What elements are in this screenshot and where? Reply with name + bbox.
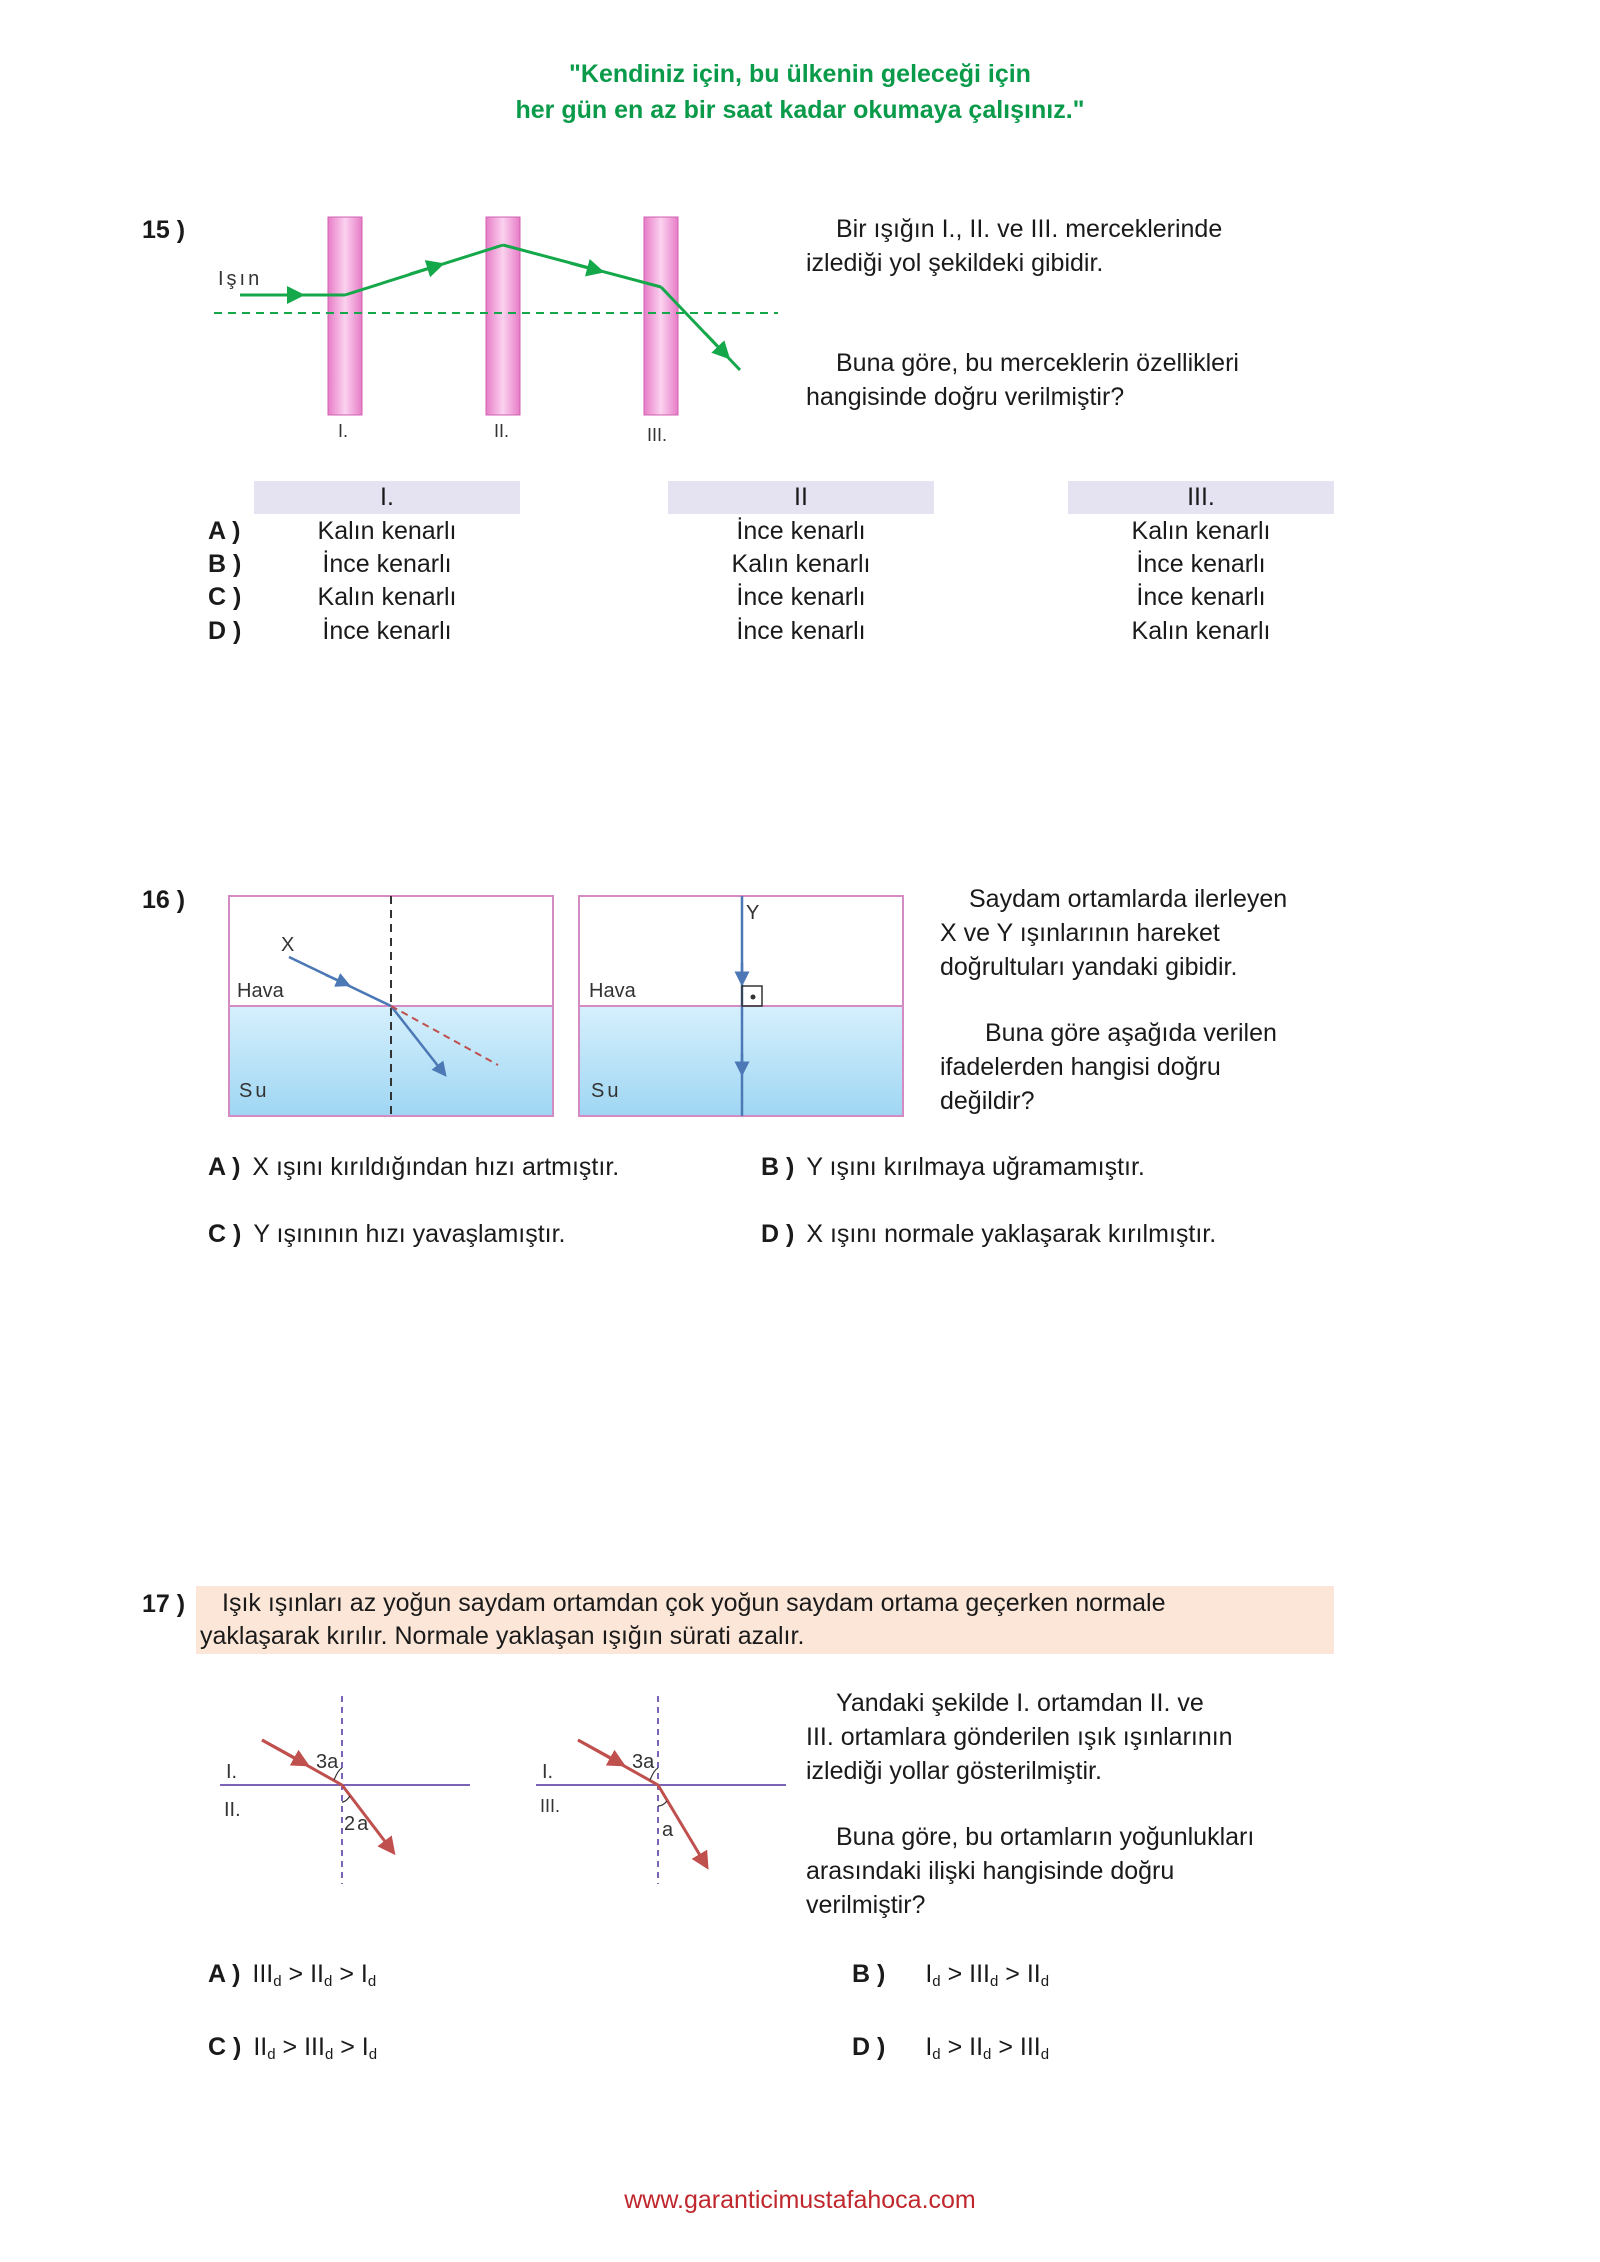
operator: > (339, 1960, 354, 1988)
ray-label: Işın (218, 268, 263, 290)
q17-text-5: arasındaki ilişki hangisinde doğru (806, 1857, 1175, 1885)
q15-text-3: Buna göre, bu merceklerin özellikleri (836, 349, 1239, 377)
refracted-angle-right: a (662, 1819, 674, 1841)
footer-website-link[interactable]: www.garanticimustafahoca.com (624, 2186, 976, 2214)
refracted-angle-arc-left (342, 1796, 350, 1802)
q17-option-c-letter: C ) (208, 2033, 242, 2061)
incident-arrow-right (578, 1740, 618, 1762)
term: III (304, 2033, 325, 2061)
operator: > (1005, 1960, 1020, 1988)
q16-text-4: Buna göre aşağıda verilen (985, 1019, 1277, 1047)
q16-option-d[interactable] (761, 1220, 1216, 1249)
q16-text-5: ifadelerden hangisi doğru (940, 1053, 1221, 1081)
q15-option-letter-d[interactable]: D ) (208, 617, 242, 645)
term: I (925, 1960, 933, 1988)
y-label: Y (746, 902, 760, 924)
incident-angle-right: 3a (632, 1751, 655, 1773)
question-15-number: 15 ) (142, 216, 186, 244)
q17-option-d[interactable] (852, 2033, 1049, 2063)
q16-option-b-text: Y ışını kırılmaya uğramamıştır. (806, 1153, 1145, 1181)
subscript: d (273, 1973, 282, 1990)
q15-c-cell-2: İnce kenarlı (736, 583, 866, 611)
table-header-1: I. (254, 481, 520, 514)
term: III (969, 1960, 990, 1988)
q16-text-6: değildir? (940, 1087, 1035, 1115)
q15-d-cell-1: İnce kenarlı (322, 617, 452, 645)
ray-arrow-2 (410, 266, 436, 274)
ray-arrow-4 (705, 333, 724, 353)
q15-option-letter-c[interactable]: C ) (208, 583, 242, 611)
operator: > (282, 2033, 298, 2061)
q15-text-2: izlediği yol şekildeki gibidir. (806, 249, 1104, 277)
q15-text-1: Bir ışığın I., II. ve III. merceklerinde (836, 215, 1223, 243)
q17-text-3: izlediği yollar gösterilmiştir. (806, 1757, 1102, 1785)
lens-1-label: I. (338, 421, 349, 441)
term: II (253, 2033, 268, 2061)
term: I (361, 2033, 369, 2061)
q17-info-2: yaklaşarak kırılır. Normale yaklaşan ışığın sürati azalır. (200, 1622, 805, 1650)
q16-text-3: doğrultuları yandaki gibidir. (940, 953, 1238, 981)
water-label-right: Su (591, 1080, 622, 1102)
q17-option-a[interactable] (208, 1960, 376, 1990)
lens-2-label: II. (494, 421, 510, 441)
motto-line-1: "Kendiniz için, bu ülkenin geleceği için (569, 60, 1031, 88)
term: II (310, 1960, 325, 1988)
motto-line-2: her gün en az bir saat kadar okumaya çalışınız." (515, 96, 1085, 124)
q15-a-cell-1: Kalın kenarlı (317, 517, 457, 545)
lens-1 (328, 217, 362, 415)
q16-option-c[interactable] (208, 1220, 566, 1249)
q15-text-4: hangisinde doğru verilmiştir? (806, 383, 1125, 411)
q15-option-letter-a[interactable]: A ) (208, 517, 241, 545)
q16-option-b[interactable] (761, 1153, 1145, 1182)
subscript: d (983, 2046, 992, 2063)
air-label-right: Hava (589, 980, 636, 1002)
medium-II-label: II. (224, 1799, 241, 1821)
q16-option-c-letter: C ) (208, 1220, 242, 1248)
subscript: d (932, 2046, 941, 2063)
q15-a-cell-2: İnce kenarlı (736, 517, 866, 545)
q15-option-letter-b[interactable]: B ) (208, 550, 242, 578)
table-header-2: II (668, 481, 934, 514)
q15-a-cell-3: Kalın kenarlı (1131, 517, 1271, 545)
q16-refraction-figure (226, 893, 908, 1123)
q17-text-4: Buna göre, bu ortamların yoğunlukları (836, 1823, 1255, 1851)
q15-b-cell-3: İnce kenarlı (1136, 550, 1266, 578)
q15-c-cell-3: İnce kenarlı (1136, 583, 1266, 611)
term: I (360, 1960, 368, 1988)
incident-arrow-left (262, 1740, 302, 1762)
q15-d-cell-2: İnce kenarlı (736, 617, 866, 645)
q15-lens-figure (200, 205, 800, 455)
subscript: d (367, 1973, 377, 1990)
q17-option-d-letter: D ) (852, 2033, 886, 2061)
medium-III-label: III. (540, 1796, 561, 1816)
q16-option-c-text: Y ışınının hızı yavaşlamıştır. (253, 1220, 566, 1248)
term: III (1019, 2033, 1041, 2061)
operator: > (340, 2033, 355, 2061)
subscript: d (989, 1973, 999, 1990)
q15-b-cell-1: İnce kenarlı (322, 550, 452, 578)
q17-density-figure (210, 1684, 800, 1896)
x-incident-arrow (326, 975, 344, 983)
term: III (252, 1960, 274, 1988)
operator: > (288, 1960, 304, 1988)
q17-info-box (196, 1586, 1334, 1654)
refracted-angle-arc-right (658, 1801, 667, 1806)
q16-option-d-letter: D ) (761, 1220, 795, 1248)
q16-option-a-letter: A ) (208, 1153, 241, 1181)
medium-I-label-left: I. (226, 1761, 238, 1783)
subscript: d (267, 2046, 276, 2063)
q17-text-1: Yandaki şekilde I. ortamdan II. ve (836, 1689, 1204, 1717)
subscript: d (324, 2046, 334, 2063)
water-label-left: Su (239, 1080, 270, 1102)
subscript: d (324, 1973, 333, 1990)
operator: > (947, 2033, 963, 2061)
q16-option-a[interactable] (208, 1153, 619, 1182)
q15-b-cell-2: Kalın kenarlı (731, 550, 871, 578)
right-angle-dot (751, 995, 756, 1000)
incident-angle-left: 3a (316, 1751, 339, 1773)
q17-option-a-letter: A ) (208, 1960, 241, 1988)
term: I (925, 2033, 933, 2061)
air-label-left: Hava (237, 980, 284, 1002)
q15-d-cell-3: Kalın kenarlı (1131, 617, 1271, 645)
question-16-number: 16 ) (142, 886, 186, 914)
q17-text-2: III. ortamlara gönderilen ışık ışınlarının (806, 1723, 1233, 1751)
q16-text-2: X ve Y ışınlarının hareket (940, 919, 1220, 947)
question-17-number: 17 ) (142, 1590, 186, 1618)
subscript: d (932, 1973, 941, 1990)
term: II (969, 2033, 984, 2061)
q17-info-1: Işık ışınları az yoğun saydam ortamdan çok yoğun saydam ortama geçerken normale (222, 1589, 1166, 1617)
subscript: d (1040, 2046, 1050, 2063)
operator: > (947, 1960, 963, 1988)
lens-3-label: III. (647, 425, 668, 445)
lens-3 (644, 217, 678, 415)
q15-c-cell-1: Kalın kenarlı (317, 583, 457, 611)
q16-option-b-letter: B ) (761, 1153, 795, 1181)
x-label: X (281, 934, 295, 956)
subscript: d (1040, 1973, 1050, 1990)
ray-arrow-3 (570, 263, 596, 270)
q16-option-a-text: X ışını kırıldığından hızı artmıştır. (252, 1153, 620, 1181)
q17-text-6: verilmiştir? (806, 1891, 926, 1919)
q17-option-b[interactable] (852, 1960, 1049, 1990)
table-header-3: III. (1068, 481, 1334, 514)
medium-I-label-right: I. (542, 1761, 554, 1783)
subscript: d (368, 2046, 378, 2063)
q16-text-1: Saydam ortamlarda ilerleyen (969, 885, 1288, 913)
q17-option-b-letter: B ) (852, 1960, 886, 1988)
refracted-angle-left: 2a (344, 1813, 371, 1835)
term: II (1026, 1960, 1041, 1988)
q16-option-d-text: X ışını normale yaklaşarak kırılmıştır. (806, 1220, 1217, 1248)
q17-option-c[interactable] (208, 2033, 377, 2063)
operator: > (998, 2033, 1013, 2061)
